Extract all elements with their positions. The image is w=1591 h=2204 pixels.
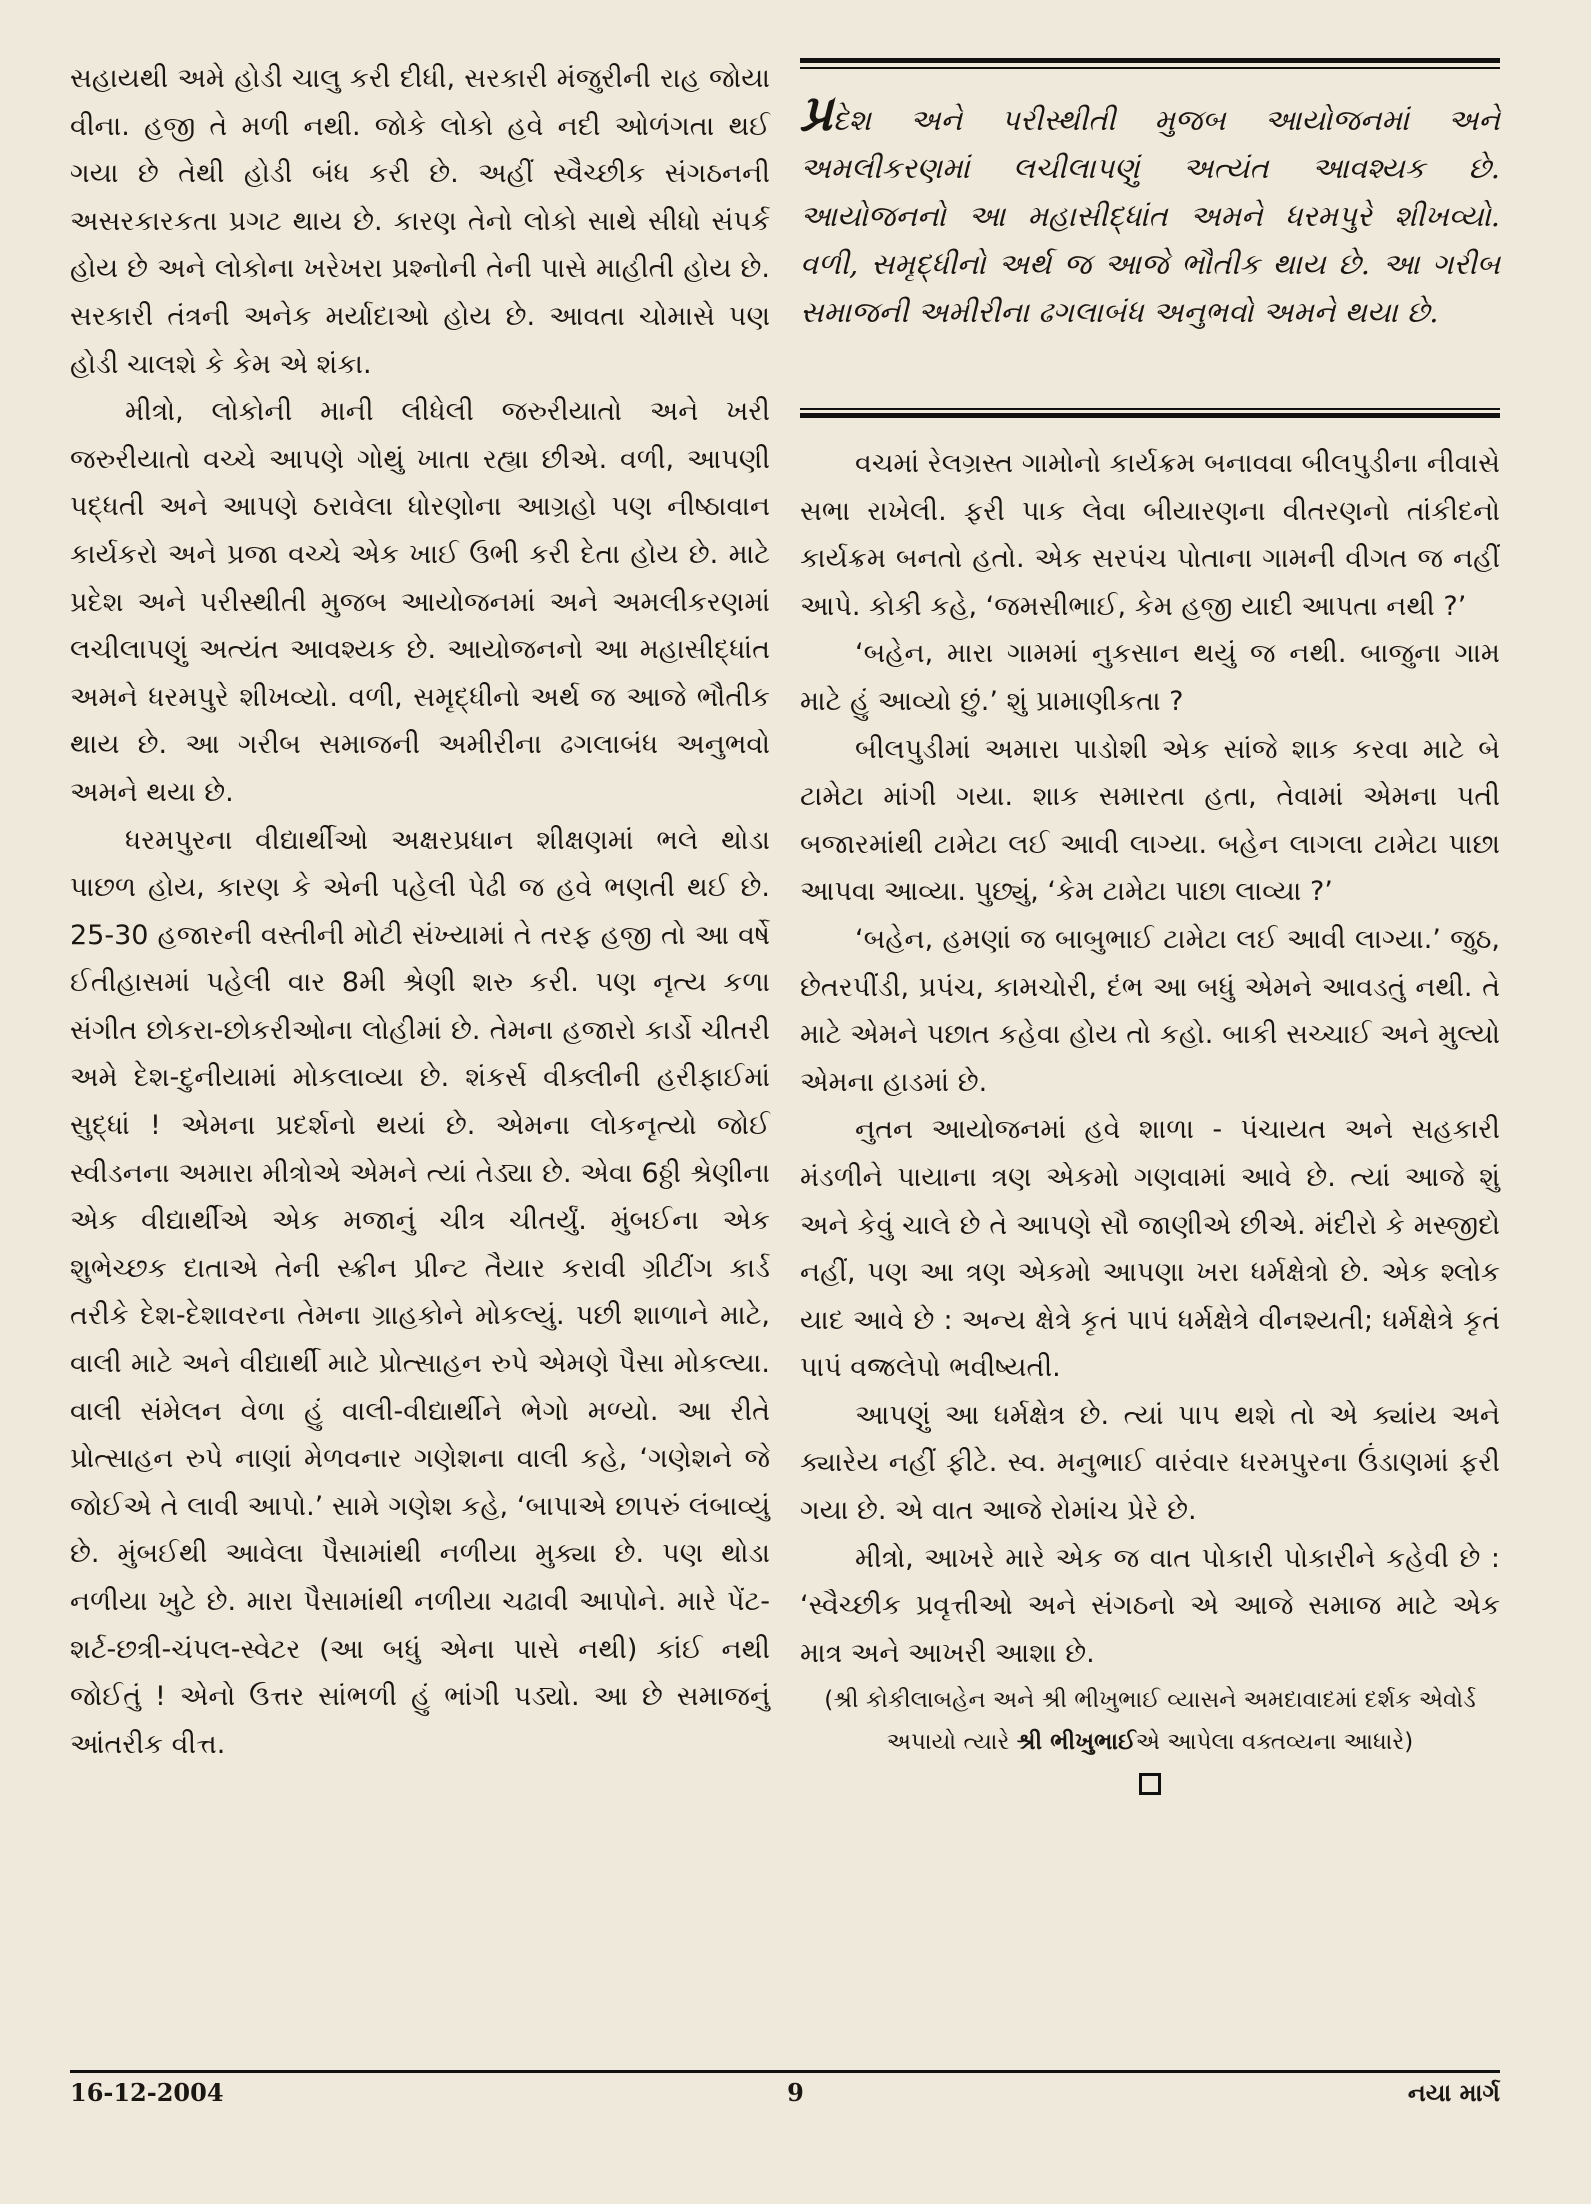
page-number: 9 — [787, 2078, 804, 2107]
pull-quote-box — [800, 58, 1500, 420]
pull-quote-text — [800, 83, 1500, 336]
body-paragraph: આપણું આ ધર્મક્ષેત્ર છે. ત્યાં પાપ થશે તો એ ક્યાંય અને ક્યારેય નહીં ફીટે. સ્વ. મનુભાઈ વારંવાર ધરમપુરના ઉંડાણમાં ફરી ગયા છે. એ વાત આજે રોમાંચ પ્રેરે છે. — [800, 1399, 1500, 1527]
publication-name: નયા માર્ગ — [1407, 2078, 1500, 2107]
pull-quote-top-rule — [800, 58, 1500, 63]
body-paragraph: વચમાં રેલગ્રસ્ત ગામોનો કાર્યક્રમ બનાવવા બીલપુડીના નીવાસે સભા રાખેલી. ફરી પાક લેવા બીયારણના વીતરણનો તાંકીદનો કાર્યક્રમ બનતો હતો. એક સરપંચ પોતાના ગામની વીગત જ નહીં આપે. કોકી કહે, ‘જમસીભાઈ, કેમ હજી યાદી આપતા નથી ?’ — [800, 448, 1500, 622]
credit-text-end: એ આપેલા વક્તવ્યના આધારે) — [1135, 1729, 1414, 1756]
pull-quote-body: દેશ અને પરીસ્થીતી મુજબ આયોજનમાં અને અમલીકરણમાં લચીલાપણું અત્યંત આવશ્યક છે. આયોજનનો આ મહાસીદ્ધાંત અમને ધરમપુરે શીખવ્યો. વળી, સમૃદ્ધીનો અર્થ જ આજે ભૌતીક થાય છે. આ ગરીબ સમાજની અમીરીના ઢગલાબંધ અનુભવો અમને થયા છે. — [800, 103, 1500, 329]
speech-credit — [800, 1679, 1500, 1763]
square-end-mark-icon — [1139, 1773, 1161, 1795]
credit-text: (શ્રી કોકીલાબહેન અને શ્રી ભીખુભાઈ વ્યાસને અમદાવાદમાં દર્શક એવોર્ડ અપાયો ત્યારે — [824, 1687, 1476, 1756]
body-paragraph: ‘બહેન, હમણાં જ બાબુભાઈ ટામેટા લઈ આવી લાગ્યા.’ જુઠ, છેતરપીંડી, પ્રપંચ, કામચોરી, દંભ આ બધું એમને આવડતું નથી. તે માટે એમને પછાત કહેવા હોય તો કહો. બાકી સચ્ચાઈ અને મુલ્યો એમના હાડમાં છે. — [800, 923, 1500, 1098]
body-paragraph: ‘બહેન, મારા ગામમાં નુકસાન થયું જ નથી. બાજુના ગામ માટે હું આવ્યો છું.’ શું પ્રામાણીકતા ? — [800, 638, 1500, 717]
footer-date: 16-12-2004 — [70, 2078, 224, 2107]
left-column — [70, 55, 770, 1768]
footer-rule — [70, 2070, 1500, 2073]
body-paragraph: મીત્રો, આખરે મારે એક જ વાત પોકારી પોકારીને કહેવી છે : ‘સ્વૈચ્છીક પ્રવૃત્તીઓ અને સંગઠનો એ આજે સમાજ માટે એક માત્ર અને આખરી આશા છે. — [800, 1542, 1500, 1669]
body-paragraph: મીત્રો, લોકોની માની લીધેલી જરુરીયાતો અને ખરી જરુરીયાતો વચ્ચે આપણે ગોથું ખાતા રહ્યા છીએ. વળી, આપણી પદ્ધતી અને આપણે ઠરાવેલા ધોરણોના આગ્રહો પણ નીષ્ઠાવાન કાર્યકરો અને પ્રજા વચ્ચે એક ખાઈ ઉભી કરી દેતા હોય છે. માટે પ્રદેશ અને પરીસ્થીતી મુજબ આયોજનમાં અને અમલીકરણમાં લચીલાપણું અત્યંત આવશ્યક છે. આયોજનનો આ મહાસીદ્ધાંત અમને ધરમપુરે શીખવ્યો. વળી, સમૃદ્ધીનો અર્થ જ આજે ભૌતીક થાય છે. આ ગરીબ સમાજની અમીરીના ઢગલાબંધ અનુભવો અમને થયા છે. — [70, 396, 770, 808]
pull-quote-dropcap: પ્ર — [800, 83, 833, 142]
credit-name: શ્રી ભીખુભાઈ — [1016, 1729, 1136, 1756]
body-paragraph: સહાયથી અમે હોડી ચાલુ કરી દીધી, સરકારી મંજુરીની રાહ જોયા વીના. હજી તે મળી નથી. જોકે લોકો હવે નદી ઓળંગતા થઈ ગયા છે તેથી હોડી બંધ કરી છે. અહીં સ્વૈચ્છીક સંગઠનની અસરકારકતા પ્રગટ થાય છે. કારણ તેનો લોકો સાથે સીધો સંપર્ક હોય છે અને લોકોના ખરેખરા પ્રશ્નોની તેની પાસે માહીતી હોય છે. સરકારી તંત્રની અનેક મર્યાદાઓ હોય છે. આવતા ચોમાસે પણ હોડી ચાલશે કે કેમ એ શંકા. — [70, 63, 770, 380]
right-column — [800, 440, 1500, 1795]
body-paragraph: બીલપુડીમાં અમારા પાડોશી એક સાંજે શાક કરવા માટે બે ટામેટા માંગી ગયા. શાક સમારતા હતા, તેવામાં એમના પતી બજારમાંથી ટામેટા લઈ આવી લાગ્યા. બહેન લાગલા ટામેટા પાછા આપવા આવ્યા. પુછ્યું, ‘કેમ ટામેટા પાછા લાવ્યા ?’ — [800, 733, 1500, 908]
body-paragraph: નુતન આયોજનમાં હવે શાળા - પંચાયત અને સહકારી મંડળીને પાયાના ત્રણ એકમો ગણવામાં આવે છે. ત્યાં આજે શું અને કેવું ચાલે છે તે આપણે સૌ જાણીએ છીએ. મંદીરો કે મસ્જીદો નહીં, પણ આ ત્રણ એકમો આપણા ખરા ધર્મક્ષેત્રો છે. એક શ્લોક યાદ આવે છે : અન્ય ક્ષેત્રે કૃતં પાપં ધર્મક્ષેત્રે વીનશ્યતી; ધર્મક્ષેત્રે કૃતં પાપં વજ્રલેપો ભવીષ્યતી. — [800, 1114, 1500, 1384]
pull-quote-bottom-rule — [800, 413, 1500, 418]
body-paragraph: ધરમપુરના વીદ્યાર્થીઓ અક્ષરપ્રધાન શીક્ષણમાં ભલે થોડા પાછળ હોય, કારણ કે એની પહેલી પેઢી જ હવે ભણતી થઈ છે. 25-30 હજારની વસ્તીની મોટી સંખ્યામાં તે તરફ હજી તો આ વર્ષે ઈતીહાસમાં પહેલી વાર 8મી શ્રેણી શરુ કરી. પણ નૃત્ય કળા સંગીત છોકરા-છોકરીઓના લોહીમાં છે. તેમના હજારો કાર્ડો ચીતરી અમે દેશ-દુનીયામાં મોકલાવ્યા છે. શંકર્સ વીક્લીની હરીફાઈમાં સુદ્ધાં ! એમના પ્રદર્શનો થયાં છે. એમના લોકનૃત્યો જોઈ સ્વીડનના અમારા મીત્રોએ એમને ત્યાં તેડ્યા છે. એવા 6ઠ્ઠી શ્રેણીના એક વીદ્યાર્થીએ એક મજાનું ચીત્ર ચીતર્યું. મુંબઈના એક શુભેચ્છક દાતાએ તેની સ્ક્રીન પ્રીન્ટ તૈયાર કરાવી ગ્રીટીંગ કાર્ડ તરીકે દેશ-દેશાવરના તેમના ગ્રાહકોને મોકલ્યું. પછી શાળાને માટે, વાલી માટે અને વીદ્યાર્થી માટે પ્રોત્સાહન રુપે એમણે પૈસા મોકલ્યા. વાલી સંમેલન વેળા હું વાલી-વીદ્યાર્થીને ભેગો મળ્યો. આ રીતે પ્રોત્સાહન રુપે નાણાં મેળવનાર ગણેશના વાલી કહે, ‘ગણેશને જે જોઈએ તે લાવી આપો.’ સામે ગણેશ કહે, ‘બાપાએ છાપરું લંબાવ્યું છે. મુંબઈથી આવેલા પૈસામાંથી નળીયા મુક્યા છે. પણ થોડા નળીયા ખુટે છે. મારા પૈસામાંથી નળીયા ચઢાવી આપોને. મારે પેંટ-શર્ટ-છત્રી-ચંપલ-સ્વેટર (આ બધું એના પાસે નથી) કાંઈ નથી જોઈતું ! એનો ઉત્તર સાંભળી હું ભાંગી પડ્યો. આ છે સમાજનું આંતરીક વીત્ત. — [70, 824, 770, 1760]
pull-quote-top-rule-thin — [800, 67, 1500, 69]
pull-quote-bottom-rule-thin — [800, 408, 1500, 410]
